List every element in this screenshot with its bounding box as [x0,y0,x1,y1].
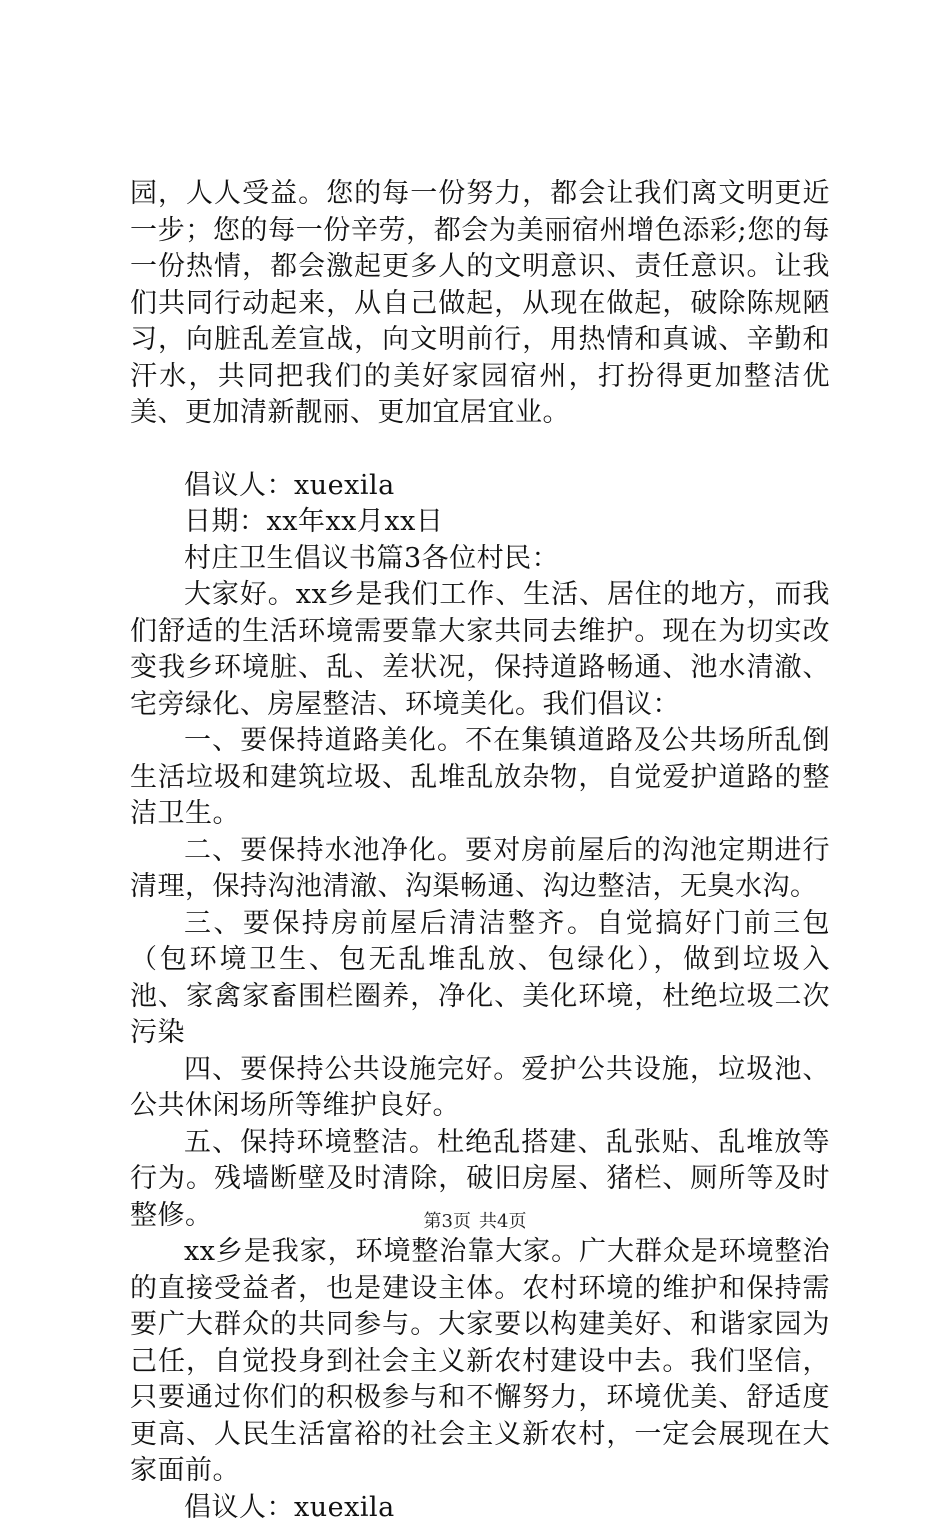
document-body [130,176,830,1526]
page-footer [0,1210,950,1234]
paragraph-gap [130,432,830,468]
proposal-item-3: 三、要保持房前屋后清洁整齐。自觉搞好门前三包（包环境卫生、包无乱堆乱放、包绿化），做到垃圾入池、家禽家畜围栏圈养，净化、美化环境，杜绝垃圾二次污染 [130,906,830,1052]
intro-paragraph: 大家好。xx乡是我们工作、生活、居住的地方，而我们舒适的生活环境需要靠大家共同去维护。现在为切实改变我乡环境脏、乱、差状况，保持道路畅通、池水清澈、宅旁绿化、房屋整洁、环境美化。我们倡议： [130,577,830,723]
page-number: 第3页 [424,1211,471,1232]
signature-line: 倡议人：xuexila [130,468,830,505]
page-total: 共4页 [479,1211,526,1232]
section-heading: 村庄卫生倡议书篇3各位村民： [130,541,830,578]
proposal-item-4: 四、要保持公共设施完好。爱护公共设施，垃圾池、公共休闲场所等维护良好。 [130,1052,830,1125]
closing-paragraph: xx乡是我家，环境整治靠大家。广大群众是环境整治的直接受益者，也是建设主体。农村环境的维护和保持需要广大群众的共同参与。大家要以构建美好、和谐家园为己任，自觉投身到社会主义新农村建设中去。我们坚信，只要通过你们的积极参与和不懈努力，环境优美、舒适度更高、人民生活富裕的社会主义新农村，一定会展现在大家面前。 [130,1234,830,1490]
signature-line-2: 倡议人：xuexila [130,1490,830,1526]
proposal-item-1: 一、要保持道路美化。不在集镇道路及公共场所乱倒生活垃圾和建筑垃圾、乱堆乱放杂物，自觉爱护道路的整洁卫生。 [130,723,830,833]
proposal-item-5: 五、保持环境整洁。杜绝乱搭建、乱张贴、乱堆放等行为。残墙断壁及时清除，破旧房屋、猪栏、厕所等及时整修。 [130,1125,830,1235]
proposal-item-2: 二、要保持水池净化。要对房前屋后的沟池定期进行清理，保持沟池清澈、沟渠畅通、沟边整洁，无臭水沟。 [130,833,830,906]
paragraph-continuation: 园，人人受益。您的每一份努力，都会让我们离文明更近一步；您的每一份辛劳，都会为美丽宿州增色添彩;您的每一份热情，都会激起更多人的文明意识、责任意识。让我们共同行动起来，从自己做起，从现在做起，破除陈规陋习，向脏乱差宣战，向文明前行，用热情和真诚、辛勤和汗水，共同把我们的美好家园宿州，打扮得更加整洁优美、更加清新靓丽、更加宜居宜业。 [130,176,830,432]
date-line: 日期：xx年xx月xx日 [130,504,830,541]
